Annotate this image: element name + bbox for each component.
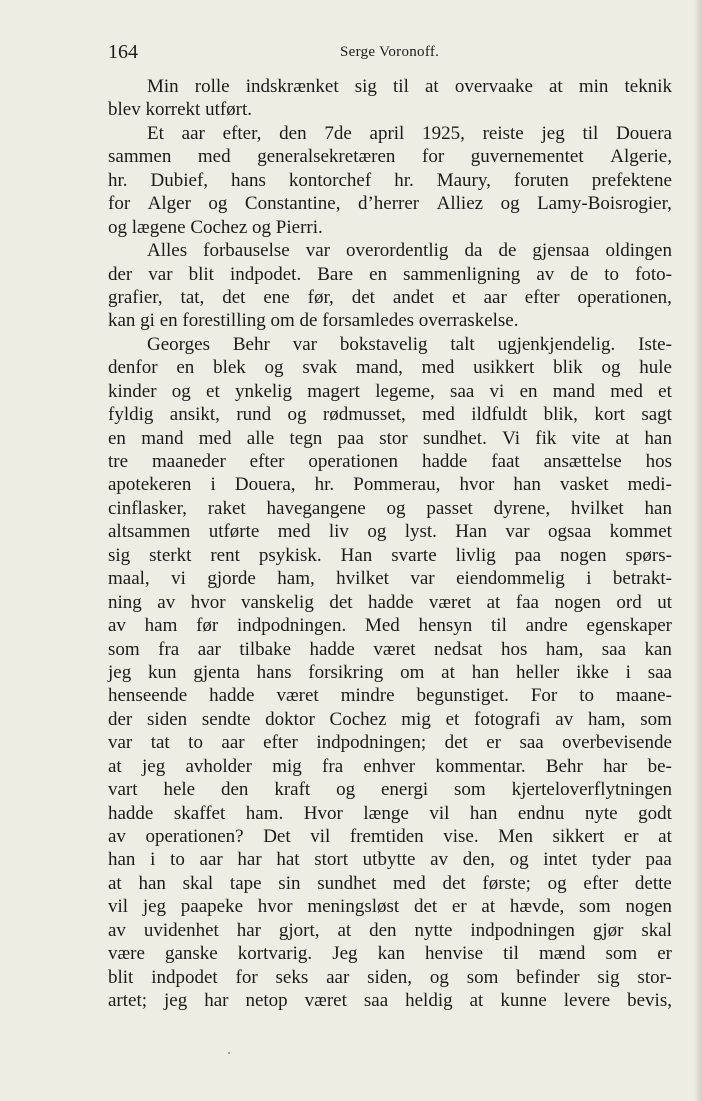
text-line: og lægene Cochez og Pierri. <box>108 216 323 238</box>
running-head: Serge Voronoff. <box>340 44 440 60</box>
text-line: av operationen? Det vil fremtiden vise. Men sikkert er at <box>108 826 672 847</box>
text-line: vart hele den kraft og energi som kjerteloverflytningen <box>108 779 672 801</box>
text-line: kan gi en forestilling om de forsamledes overraskelse. <box>108 310 519 332</box>
text-line: altsammen utførte med liv og lyst. Han var ogsaa kommet <box>108 521 672 543</box>
text-line: kinder og et ynkelig magert legeme, saa vi en mand med et <box>108 380 672 402</box>
text-line: av ham før indpodningen. Med hensyn til andre egenskaper <box>108 615 672 637</box>
text-line: han i to aar har hat stort utbytte av den, og intet tyder paa <box>108 849 672 871</box>
text-line: hadde skaffet ham. Hvor længe vil han endnu nyte godt <box>108 802 672 824</box>
text-line: Georges Behr var bokstavelig talt ugjenkjendelig. Iste- <box>147 333 672 355</box>
text-line: som fra aar tilbake hadde været nedsat hos ham, saa kan <box>108 638 672 660</box>
paper-speck <box>228 1052 230 1054</box>
text-line: Alles forbauselse var overordentlig da de gjensaa oldingen <box>147 240 672 262</box>
text-line: grafier, tat, det ene før, det andet et aar efter operationen, <box>108 286 672 308</box>
text-line: blev korrekt utført. <box>108 99 253 121</box>
text-line: hr. Dubief, hans kontorchef hr. Maury, foruten prefektene <box>108 169 672 191</box>
text-line: henseende hadde været mindre begunstiget. For to maane- <box>108 685 672 707</box>
text-line: der var blit indpodet. Bare en sammenligning av de to foto- <box>108 263 672 285</box>
text-line: for Alger og Constantine, d’herrer Alliez og Lamy-Boisrogier, <box>108 193 672 215</box>
page-edge-shadow <box>694 0 702 1101</box>
text-line: tre maaneder efter operationen hadde faat ansættelse hos <box>108 451 672 472</box>
text-line: at jeg avholder mig fra enhver kommentar. Behr har be- <box>108 755 672 777</box>
text-line: cinflasker, raket havegangene og passet dyrene, hvilket han <box>108 497 672 519</box>
text-line: apotekeren i Douera, hr. Pommerau, hvor han vasket medi- <box>108 474 672 496</box>
text-line: der siden sendte doktor Cochez mig et fotografi av ham, som <box>108 708 672 730</box>
text-line: være ganske kortvarig. Jeg kan henvise til mænd som er <box>108 943 672 965</box>
text-line: vil jeg paapeke hvor meningsløst det er at hævde, som nogen <box>108 896 672 918</box>
text-line: denfor en blek og svak mand, med usikkert blik og hule <box>108 357 672 379</box>
text-line: Et aar efter, den 7de april 1925, reiste jeg til Douera <box>147 122 672 144</box>
text-line: av uvidenhet har gjort, at den nytte indpodningen gjør skal <box>108 919 672 941</box>
text-line: blit indpodet for seks aar siden, og som befinder sig stor- <box>108 966 672 988</box>
text-line: Min rolle indskrænket sig til at overvaake at min teknik <box>147 76 672 97</box>
text-line: artet; jeg har netop været saa heldig at kunne levere bevis, <box>108 990 672 1012</box>
text-line: sammen med generalsekretæren for guvernementet Algerie, <box>108 146 672 168</box>
text-line: ning av hvor vanskelig det hadde været at faa nogen ord ut <box>108 591 672 613</box>
text-line: var tat to aar efter indpodningen; det er saa overbevisende <box>108 732 672 754</box>
text-line: maal, vi gjorde ham, hvilket var eiendommelig i betrakt- <box>108 568 672 590</box>
text-line: at han skal tape sin sundhet med det første; og efter dette <box>108 872 672 894</box>
text-line: jeg kun gjenta hans forsikring om at han heller ikke i saa <box>108 661 672 683</box>
page-header <box>108 41 672 67</box>
text-line: sig sterkt rent psykisk. Han svarte livlig paa nogen spørs- <box>108 544 672 566</box>
page-number: 164 <box>108 41 138 63</box>
body-text <box>108 75 672 1013</box>
text-line: fyldig ansikt, rund og rødmusset, med ildfuldt blik, kort sagt <box>108 404 672 426</box>
text-line: en mand med alle tegn paa stor sundhet. Vi fik vite at han <box>108 427 672 449</box>
